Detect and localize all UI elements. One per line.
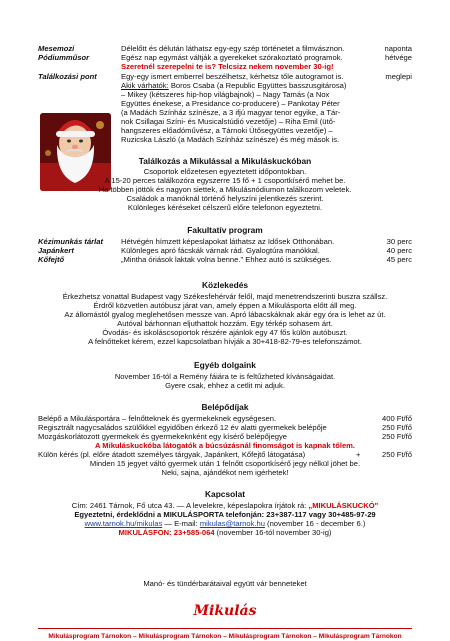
talalkozasi-label: Találkozási pont — [38, 72, 97, 81]
fakultativ-text-3: „Mintha óriások laktak volna benne." Ehhez autó is szükséges. — [121, 255, 332, 264]
kapcsolat-web-email: www.tarnok.hu/mikulas — E-mail: mikulas@tarnok.hu (november 16 - december 6.) — [84, 519, 366, 528]
talalkozas-line-1: Csoportok előzetesen egyeztetett időpontokban. — [143, 167, 307, 176]
talalkozas-line-3: Ha többen jöttök és nagyon siettek, a Mikulásпódiumon találkozom veletek. — [98, 185, 352, 194]
kozlekedes-title: Közlekedés — [201, 280, 249, 290]
mese-line: Délelőtt és délután láthatsz egy-egy szép történetet a filmvásznon. — [121, 44, 345, 53]
fakultativ-text-2: Különleges apró fácskák várnak rád. Gyalogtúra manókkal. — [121, 246, 320, 255]
kozlekedes-line-4: Autóval bárhonnan eljuthattok hozzám. Egy térkép sohasem árt. — [117, 319, 333, 328]
kapcsolat-title: Kapcsolat — [204, 489, 246, 499]
talal-line-5: (a Madách Színház színésze, a 3 ifjú magyar tenor egyike, a Tár- — [121, 108, 341, 117]
fakultativ-time-1: 30 perc — [386, 237, 412, 246]
belepo-price-3: 250 Ft/fő — [382, 432, 412, 441]
signature: Mikulás — [193, 603, 257, 619]
belepo-red-line: A Mikuláskuckóba látogatók a búcsúzásnál finomságot is kapnak tőlem. — [94, 441, 356, 450]
mikulaskucko-label: „MIKULÁSKUCKÓ" — [308, 501, 379, 510]
podium-red-line: Szeretnél szerepelni te is? Telcsizz nekem november 30-ig! — [121, 62, 334, 71]
podium-line: Egész nap egymást váltják a gyerekeket szórakoztató programok. — [121, 53, 343, 62]
kozlekedes-line-3: Az állomástól gyalog meglehetősen messze van. Apró lábacskáknak akár egy óra is lehet az út. — [64, 310, 386, 319]
podium-day: hétvége — [384, 53, 412, 62]
egyeb-line-2: Gyere csak, ehhez a cetlit mi adjuk. — [165, 381, 285, 390]
egyeb-title: Egyéb dolgaink — [194, 360, 256, 370]
web-link[interactable]: www.tarnok.hu/mikulas — [84, 519, 163, 528]
talalkozas-line-4: Családok a manóknál történő helyszíni jelentkezés szerint. — [126, 194, 324, 203]
kozlekedes-line-2: Érdről közvetlen autóbusz járat van, amely éppen a Mikulásporta előtt áll meg. — [93, 301, 357, 310]
fakultativ-label-1: Kézimunkás tárlat — [38, 237, 103, 246]
fakultativ-label-3: Kőfejtő — [38, 255, 65, 264]
fakultativ-title: Fakultatív program — [187, 225, 263, 235]
talal-line-8: Ruzicska László (a Madách Színház színésze) és még mások is. — [121, 135, 340, 144]
talal-line-6: nok Csillagai Színi- és Musicalstúdió vezetője) – Riha Emil (ütő- — [121, 117, 336, 126]
belepo-kulon-plus: + — [356, 450, 361, 459]
belepo-price-2: 250 Ft/fő — [382, 423, 412, 432]
belepo-price-1: 400 Ft/fő — [382, 414, 412, 423]
kapcsolat-egyeztetni: Egyeztetni, érdeklődni a MIKULÁSPORTA telefonján: 23+387-117 vagy 30+485-97-29 — [74, 510, 376, 519]
fakultativ-text-1: Hétvégén hímzett képeslapokat láthatsz az Idősek Otthonában. — [121, 237, 335, 246]
akik-label: Akik várhatók: — [121, 81, 169, 90]
talalkozas-title: Találkozás a Mikulással a Mikuláskuckóban — [138, 156, 312, 166]
footer-divider — [38, 628, 412, 629]
talal-line-4: Együttes énekese, a Presidance co-producere) – Pankotay Péter — [121, 99, 340, 108]
talal-line-2: Akik várhatók: Boros Csaba (a Republic Együttes basszusgitárosa) — [121, 81, 347, 90]
mese-day: naponta — [384, 44, 412, 53]
belepo-row-1: Belépő a Mikulásportára – felnőtteknek és gyermekeknek egységesen. — [38, 414, 277, 423]
belepo-title: Belépődíjak — [201, 402, 249, 412]
kozlekedes-line-5: Óvodás- és iskoláscsoportok részére ajánlok egy 47 fős külön autóbuszt. — [102, 328, 348, 337]
belepo-row-2: Regisztrált nagycsaládos szülőkkel egyidőben érkező 12 év alatti gyermekek belépője — [38, 423, 327, 432]
talal-line-3: – Mikey (kétszeres hip-hop világbajnok) – Nagy Tamás (a Nox — [121, 90, 330, 99]
talal-day: meglepi — [385, 72, 412, 81]
egyeb-line-1: November 16-tól a Remény fáiára te is feltűzheted kívánságaidat. — [114, 372, 336, 381]
belepo-ticket-line: Minden 15 jegyet váltó gyermek után 1 felnőtt csoportkísérő jegy nélkül jöhet be. — [89, 459, 361, 468]
talal-line-7: hangszeres előadóművész, a Tárnoki Ütősegyüttes vezetője) – — [121, 126, 333, 135]
footer: Mikulásprogram Tárnokon – Mikulásprogram Tárnokon – Mikulásprogram Tárnokon – Mikulásprogram Tárnokon — [48, 633, 402, 640]
fakultativ-time-2: 40 perc — [386, 246, 412, 255]
belepo-kulon-text: Külön kérés (pl. előre átadott személyes tárgyak, Japánkert, Kőfejtő látogatása) — [38, 450, 306, 459]
fakultativ-time-3: 45 perc — [386, 255, 412, 264]
email-link[interactable]: mikulas@tarnok.hu — [199, 519, 265, 528]
talalkozas-line-5: Különleges kéréseket célszerű előre telefonon egyeztetni. — [127, 203, 323, 212]
belepo-kulon-price: 250 Ft/fő — [382, 450, 412, 459]
kozlekedes-line-1: Érkezhetsz vonattal Budapest vagy Székesfehérvár felől, majd menetrendszerinti buszra szállsz. — [62, 292, 388, 301]
talal-line-1: Egy-egy ismert emberrel beszélhetsz, kérhetsz tőle autogramot is. — [121, 72, 344, 81]
fakultativ-label-2: Japánkert — [38, 246, 74, 255]
belepo-neki-line: Neki, sajna, ajándékot nem igérhetek! — [161, 468, 289, 477]
belepo-row-3: Mozgáskorlátozott gyermekek és gyermekeknként egy kísérő belépőjegye — [38, 432, 288, 441]
talalkozas-line-2: A 15-20 perces találkozóra egyszerre 15 fő + 1 csoportkísérő mehet be. — [104, 176, 346, 185]
podium-label: Pódiumműsor — [38, 53, 90, 62]
closing-line: Manó- és tündérbarátaival együtt vár benneteket — [143, 579, 307, 588]
kapcsolat-mikulasfon: MIKULÁSFON: 23+585-064 (november 16-tól november 30-ig) — [118, 528, 332, 537]
kozlekedes-line-6: A felnőtteket kérem, ezzel kapcsolatban hívják a 30+418-82-79-es telefonszámot. — [88, 337, 362, 346]
kapcsolat-cim: Cím: 2461 Tárnok, Fő utca 43. — A levelekre, képeslapokra írjátok rá: „MIKULÁSKUCKÓ" — [71, 501, 379, 510]
mesemozi-label: Mesemozi — [38, 44, 75, 53]
